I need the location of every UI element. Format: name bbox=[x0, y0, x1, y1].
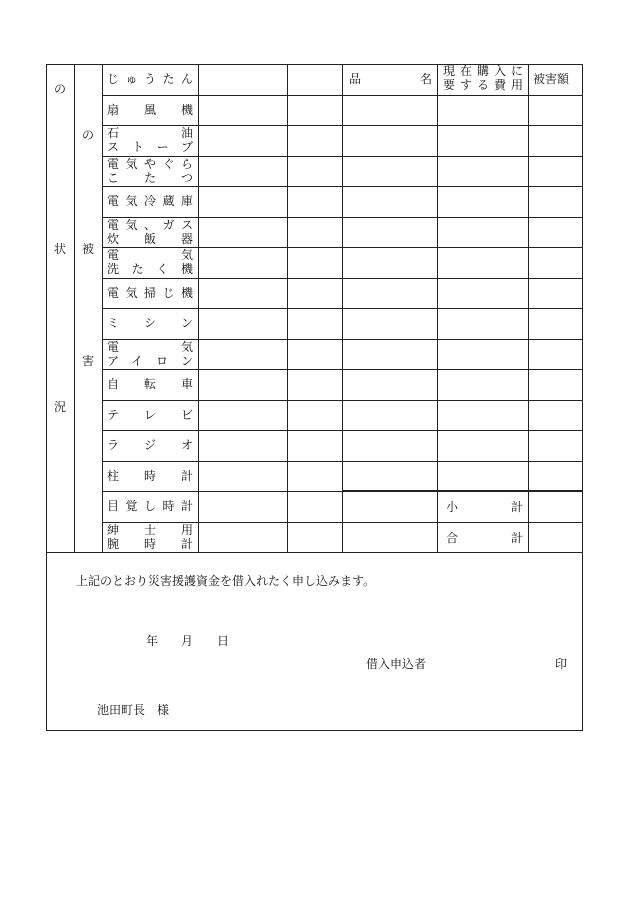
column-divider bbox=[74, 64, 75, 553]
side-label-jou: 状 bbox=[53, 242, 66, 256]
addressee: 池田町長 様 bbox=[97, 703, 170, 717]
item-label bbox=[107, 286, 193, 300]
table-bottom-line bbox=[46, 552, 583, 553]
item-label-line: テ レ ビ bbox=[107, 407, 193, 422]
subtotal-label-a: 小 bbox=[446, 500, 459, 514]
item-label-line: ミ シ ン bbox=[107, 316, 193, 330]
damage-header: 被害額 bbox=[533, 72, 570, 86]
item-label-line: 炊飯器 bbox=[107, 231, 193, 246]
item-label-line: 電気冷蔵庫 bbox=[107, 194, 193, 208]
total-label-a: 合 bbox=[446, 531, 459, 545]
date-day: 日 bbox=[217, 634, 230, 648]
subtotal-label-b: 計 bbox=[511, 500, 524, 514]
row-line bbox=[102, 278, 583, 279]
item-label bbox=[107, 340, 193, 368]
applicant-label: 借入申込者 bbox=[366, 657, 427, 671]
item-label bbox=[107, 103, 193, 117]
seal-mark: 印 bbox=[555, 657, 568, 671]
side-label-no: の bbox=[53, 82, 66, 96]
item-label bbox=[107, 377, 193, 391]
item-label bbox=[107, 194, 193, 208]
item-label-line: じゅうたん bbox=[107, 72, 193, 86]
declaration-text: 上記のとおり災害援護資金を借入れたく申し込みます。 bbox=[76, 574, 376, 588]
side-label-hi: 被 bbox=[81, 242, 94, 256]
item-label-line: 目覚し時計 bbox=[107, 499, 193, 513]
row-line bbox=[102, 400, 583, 401]
date-month: 月 bbox=[181, 634, 194, 648]
side-label-no-inner: の bbox=[81, 128, 94, 142]
item-label-line: 腕 時 計 bbox=[107, 536, 193, 551]
item-label-line: 洗たく機 bbox=[107, 262, 193, 276]
hinmei-header-a: 品 bbox=[349, 72, 362, 86]
row-line bbox=[102, 186, 583, 187]
item-label bbox=[107, 157, 193, 185]
item-label-line: 電気掃じ機 bbox=[107, 285, 193, 300]
date-year: 年 bbox=[146, 634, 159, 648]
item-label-line: 扇 風 機 bbox=[107, 102, 193, 117]
row-line bbox=[102, 95, 583, 96]
side-label-gai: 害 bbox=[81, 354, 94, 368]
item-label-line: 電 気 bbox=[107, 339, 193, 354]
row-line bbox=[102, 308, 583, 309]
item-label-line: ストーブ bbox=[107, 140, 193, 154]
cost-header-line2: 要する費用 bbox=[443, 78, 523, 92]
total-label-b: 計 bbox=[511, 531, 524, 545]
item-label-line: 電 気 bbox=[107, 248, 193, 262]
item-label bbox=[107, 126, 193, 154]
item-label-line: 自 転 車 bbox=[107, 377, 193, 391]
item-label bbox=[107, 523, 193, 551]
item-label-line: 柱 時 計 bbox=[107, 468, 193, 483]
row-line bbox=[102, 369, 583, 370]
row-line bbox=[102, 430, 583, 431]
item-label-line: ラ ジ オ bbox=[107, 438, 193, 452]
item-label-line: 電気やぐら bbox=[107, 156, 193, 171]
item-label-line: アイロン bbox=[107, 353, 193, 368]
item-label bbox=[107, 248, 193, 276]
cost-header-line1: 現在購入に bbox=[443, 64, 523, 78]
item-label-line: 電気、ガス bbox=[107, 217, 193, 232]
item-label bbox=[107, 438, 193, 452]
item-label bbox=[107, 72, 193, 86]
subtotal-separator bbox=[342, 490, 583, 492]
item-label bbox=[107, 499, 193, 513]
row-line bbox=[102, 461, 583, 462]
item-label-line: 紳 士 用 bbox=[107, 522, 193, 537]
cost-header bbox=[443, 64, 523, 92]
item-label bbox=[107, 469, 193, 483]
hinmei-header-b: 名 bbox=[420, 72, 433, 86]
side-label-kyou: 況 bbox=[53, 400, 66, 414]
item-label bbox=[107, 408, 193, 422]
item-label-line: こたつ bbox=[107, 170, 193, 185]
item-label-line: 石 油 bbox=[107, 126, 193, 140]
item-label bbox=[107, 218, 193, 246]
item-label bbox=[107, 316, 193, 330]
